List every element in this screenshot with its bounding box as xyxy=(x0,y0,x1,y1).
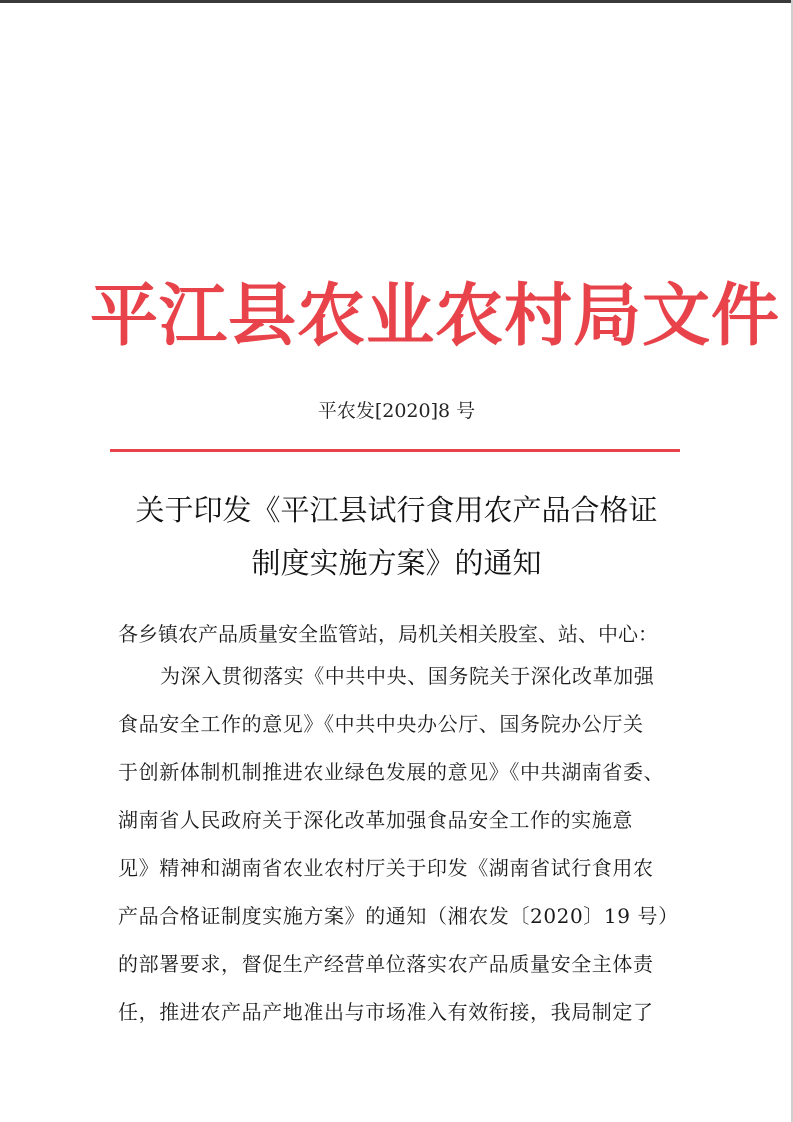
body-line: 见》精神和湖南省农业农村厅关于印发《湖南省试行食用农 xyxy=(118,856,654,880)
document-title-line-2: 制度实施方案》的通知 xyxy=(251,546,542,580)
body-line: 的部署要求，督促生产经营单位落实农产品质量安全主体责 xyxy=(118,952,654,976)
document-header-title: 平江县农业农村局文件 xyxy=(90,276,781,356)
page-top-border xyxy=(0,0,793,3)
body-line: 产品合格证制度实施方案》的通知（湘农发〔2020〕19 号） xyxy=(118,904,679,928)
document-number: 平农发[2020]8 号 xyxy=(317,400,476,422)
body-line: 任，推进农产品产地准出与市场准入有效衔接，我局制定了 xyxy=(118,1000,654,1024)
body-line: 湖南省人民政府关于深化改革加强食品安全工作的实施意 xyxy=(118,808,633,832)
red-separator-line xyxy=(110,449,680,452)
salutation: 各乡镇农产品质量安全监管站，局机关相关股室、站、中心： xyxy=(118,622,658,646)
body-line: 食品安全工作的意见》《中共中央办公厅、国务院办公厅关 xyxy=(118,712,644,736)
body-line: 于创新体制机制推进农业绿色发展的意见》《中共湖南省委、 xyxy=(118,760,665,784)
body-line: 为深入贯彻落实《中共中央、国务院关于深化改革加强 xyxy=(160,664,655,688)
document-title-line-1: 关于印发《平江县试行食用农产品合格证 xyxy=(135,493,658,527)
